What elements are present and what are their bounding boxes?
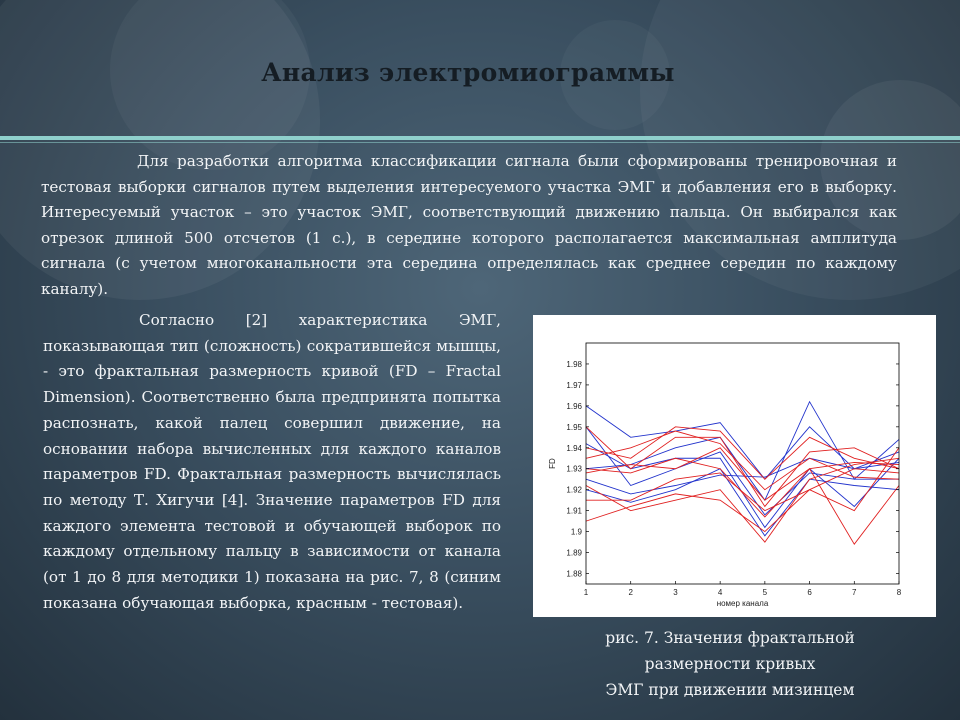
- series-line: [586, 458, 899, 542]
- y-tick-label: 1.97: [566, 380, 582, 390]
- x-tick-label: 5: [762, 588, 768, 597]
- series-line: [586, 448, 899, 532]
- y-axis-label: FD: [548, 458, 557, 469]
- fd-chart-svg: [533, 315, 936, 617]
- x-tick-label: 3: [673, 588, 678, 597]
- x-axis-label: номер канала: [716, 599, 769, 608]
- caption-line: размерности кривых: [644, 655, 816, 673]
- fd-paragraph: Согласно [2] характеристика ЭМГ, показывающая тип (сложность) сократившейся мышцы, - это фрактальная размерность кривой (FD – Fractal Dimension). Соответственно была предпринята попытка распознать, какой палец совершил движение, на основании набора вычисленных для каждого каналов параметров FD. Фрактальная размерность вычислялась по методу Т. Хигучи [4]. Значение параметров FD для каждого элемента тестовой и обучающей выборок по каждому отдельному пальцу в зависимости от канала (от 1 до 8 для методики 1) показана на рис. 7, 8 (синим показана обучающая выборка, красным - тестовая).: [43, 311, 501, 612]
- x-tick-label: 7: [852, 588, 857, 597]
- y-tick-label: 1.89: [566, 548, 582, 558]
- y-tick-label: 1.91: [566, 506, 582, 516]
- y-tick-label: 1.93: [566, 464, 582, 474]
- title-divider: [0, 136, 960, 140]
- y-tick-label: 1.92: [566, 485, 582, 495]
- y-tick-label: 1.88: [566, 569, 582, 579]
- figure-caption: [560, 625, 900, 703]
- intro-paragraph: Для разработки алгоритма классификации сигнала были сформированы тренировочная и тестовая выборки сигналов путем выделения интересуемого участка ЭМГ и добавления его в выборку. Интересуемый участок – это участок ЭМГ, соответствующий движению пальца. Он выбирался как отрезок длиной 500 отсчетов (1 с.), в середине которого располагается максимальная амплитуда сигнала (с учетом многоканальности эта середина определялась как среднее середин по каждому каналу).: [41, 152, 897, 298]
- caption-line: ЭМГ при движении мизинцем: [605, 681, 855, 699]
- x-tick-label: 4: [717, 588, 723, 597]
- y-tick-label: 1.95: [566, 422, 582, 432]
- series-line: [586, 431, 899, 490]
- title-divider-thin: [0, 142, 960, 143]
- x-tick-label: 8: [896, 588, 902, 597]
- fd-chart: [533, 315, 936, 617]
- caption-line: рис. 7. Значения фрактальной: [605, 629, 855, 647]
- x-tick-label: 6: [807, 588, 812, 597]
- y-tick-label: 1.98: [566, 359, 582, 369]
- y-tick-label: 1.96: [566, 401, 582, 411]
- x-tick-label: 1: [583, 588, 589, 597]
- y-tick-label: 1.9: [570, 527, 582, 537]
- slide-title: Анализ электромиограммы: [261, 58, 675, 87]
- x-tick-label: 2: [628, 588, 633, 597]
- y-tick-label: 1.94: [566, 443, 582, 453]
